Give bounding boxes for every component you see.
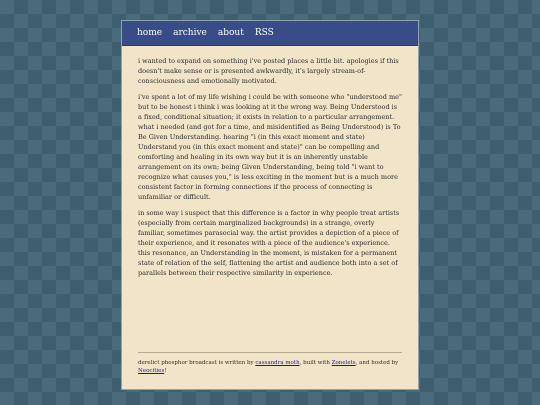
post-paragraph-1: i wanted to expand on something i've posted places a little bit. apologies if this doesn't make sense or is presented awkwardly, it's largely stream-of-consciousness and emotionally motivated. <box>138 57 399 85</box>
footer-text: ! <box>164 368 167 374</box>
post-paragraph-3: in some way i suspect that this difference is a factor in why people treat artists (especially from certain marginalized backgrounds) in a strange, overly familiar, sometimes parasocial way. the artist provides a depiction of a piece of their experience, and it resonates with a piece of the audience's experience. this resonance, an Understanding in the moment, is mistaken for a permanent state of relation of the self, flattening the artist and audience both into a set of parallels between their respective similarity in experience. <box>138 209 400 277</box>
footer-text: , and hosted by <box>355 360 399 366</box>
site-footer <box>138 352 402 375</box>
nav-about-link[interactable]: about <box>217 28 244 38</box>
footer-neocities-link[interactable]: Neocities <box>138 368 165 374</box>
nav-rss-link[interactable]: RSS <box>254 28 274 38</box>
page-container <box>121 20 419 390</box>
post-paragraph-2: i've spent a lot of my life wishing i could be with someone who "understood me" but to be honest i think i was looking at it the wrong way. Being Understood is a fixed, conditional situation; it exists in relation to a particular arrangement. what i needed (and got for a time, and misidentified as Being Understood) is To Be Given Understanding. hearing "i (in this exact moment and state) Understand you (in this exact moment and state)" can be compelling and comforting and healing in its own way but it is an inherently unstable arrangement on its own; being Given Understanding, being told "i want to recognize what causes you," is less exciting in the moment but is a much more consistent factor in forming connections if the process of connecting is unfamiliar or difficult. <box>138 93 402 201</box>
footer-text: derelict phosphor broadcast is written by <box>138 360 256 366</box>
footer-author-link[interactable]: cassandra moth <box>255 360 300 366</box>
footer-text: , built with <box>299 360 332 366</box>
top-nav <box>122 21 418 46</box>
post-content <box>122 46 418 278</box>
nav-archive-link[interactable]: archive <box>173 28 207 38</box>
nav-home-link[interactable]: home <box>137 28 163 38</box>
footer-zonelets-link[interactable]: Zonelets <box>331 360 356 366</box>
